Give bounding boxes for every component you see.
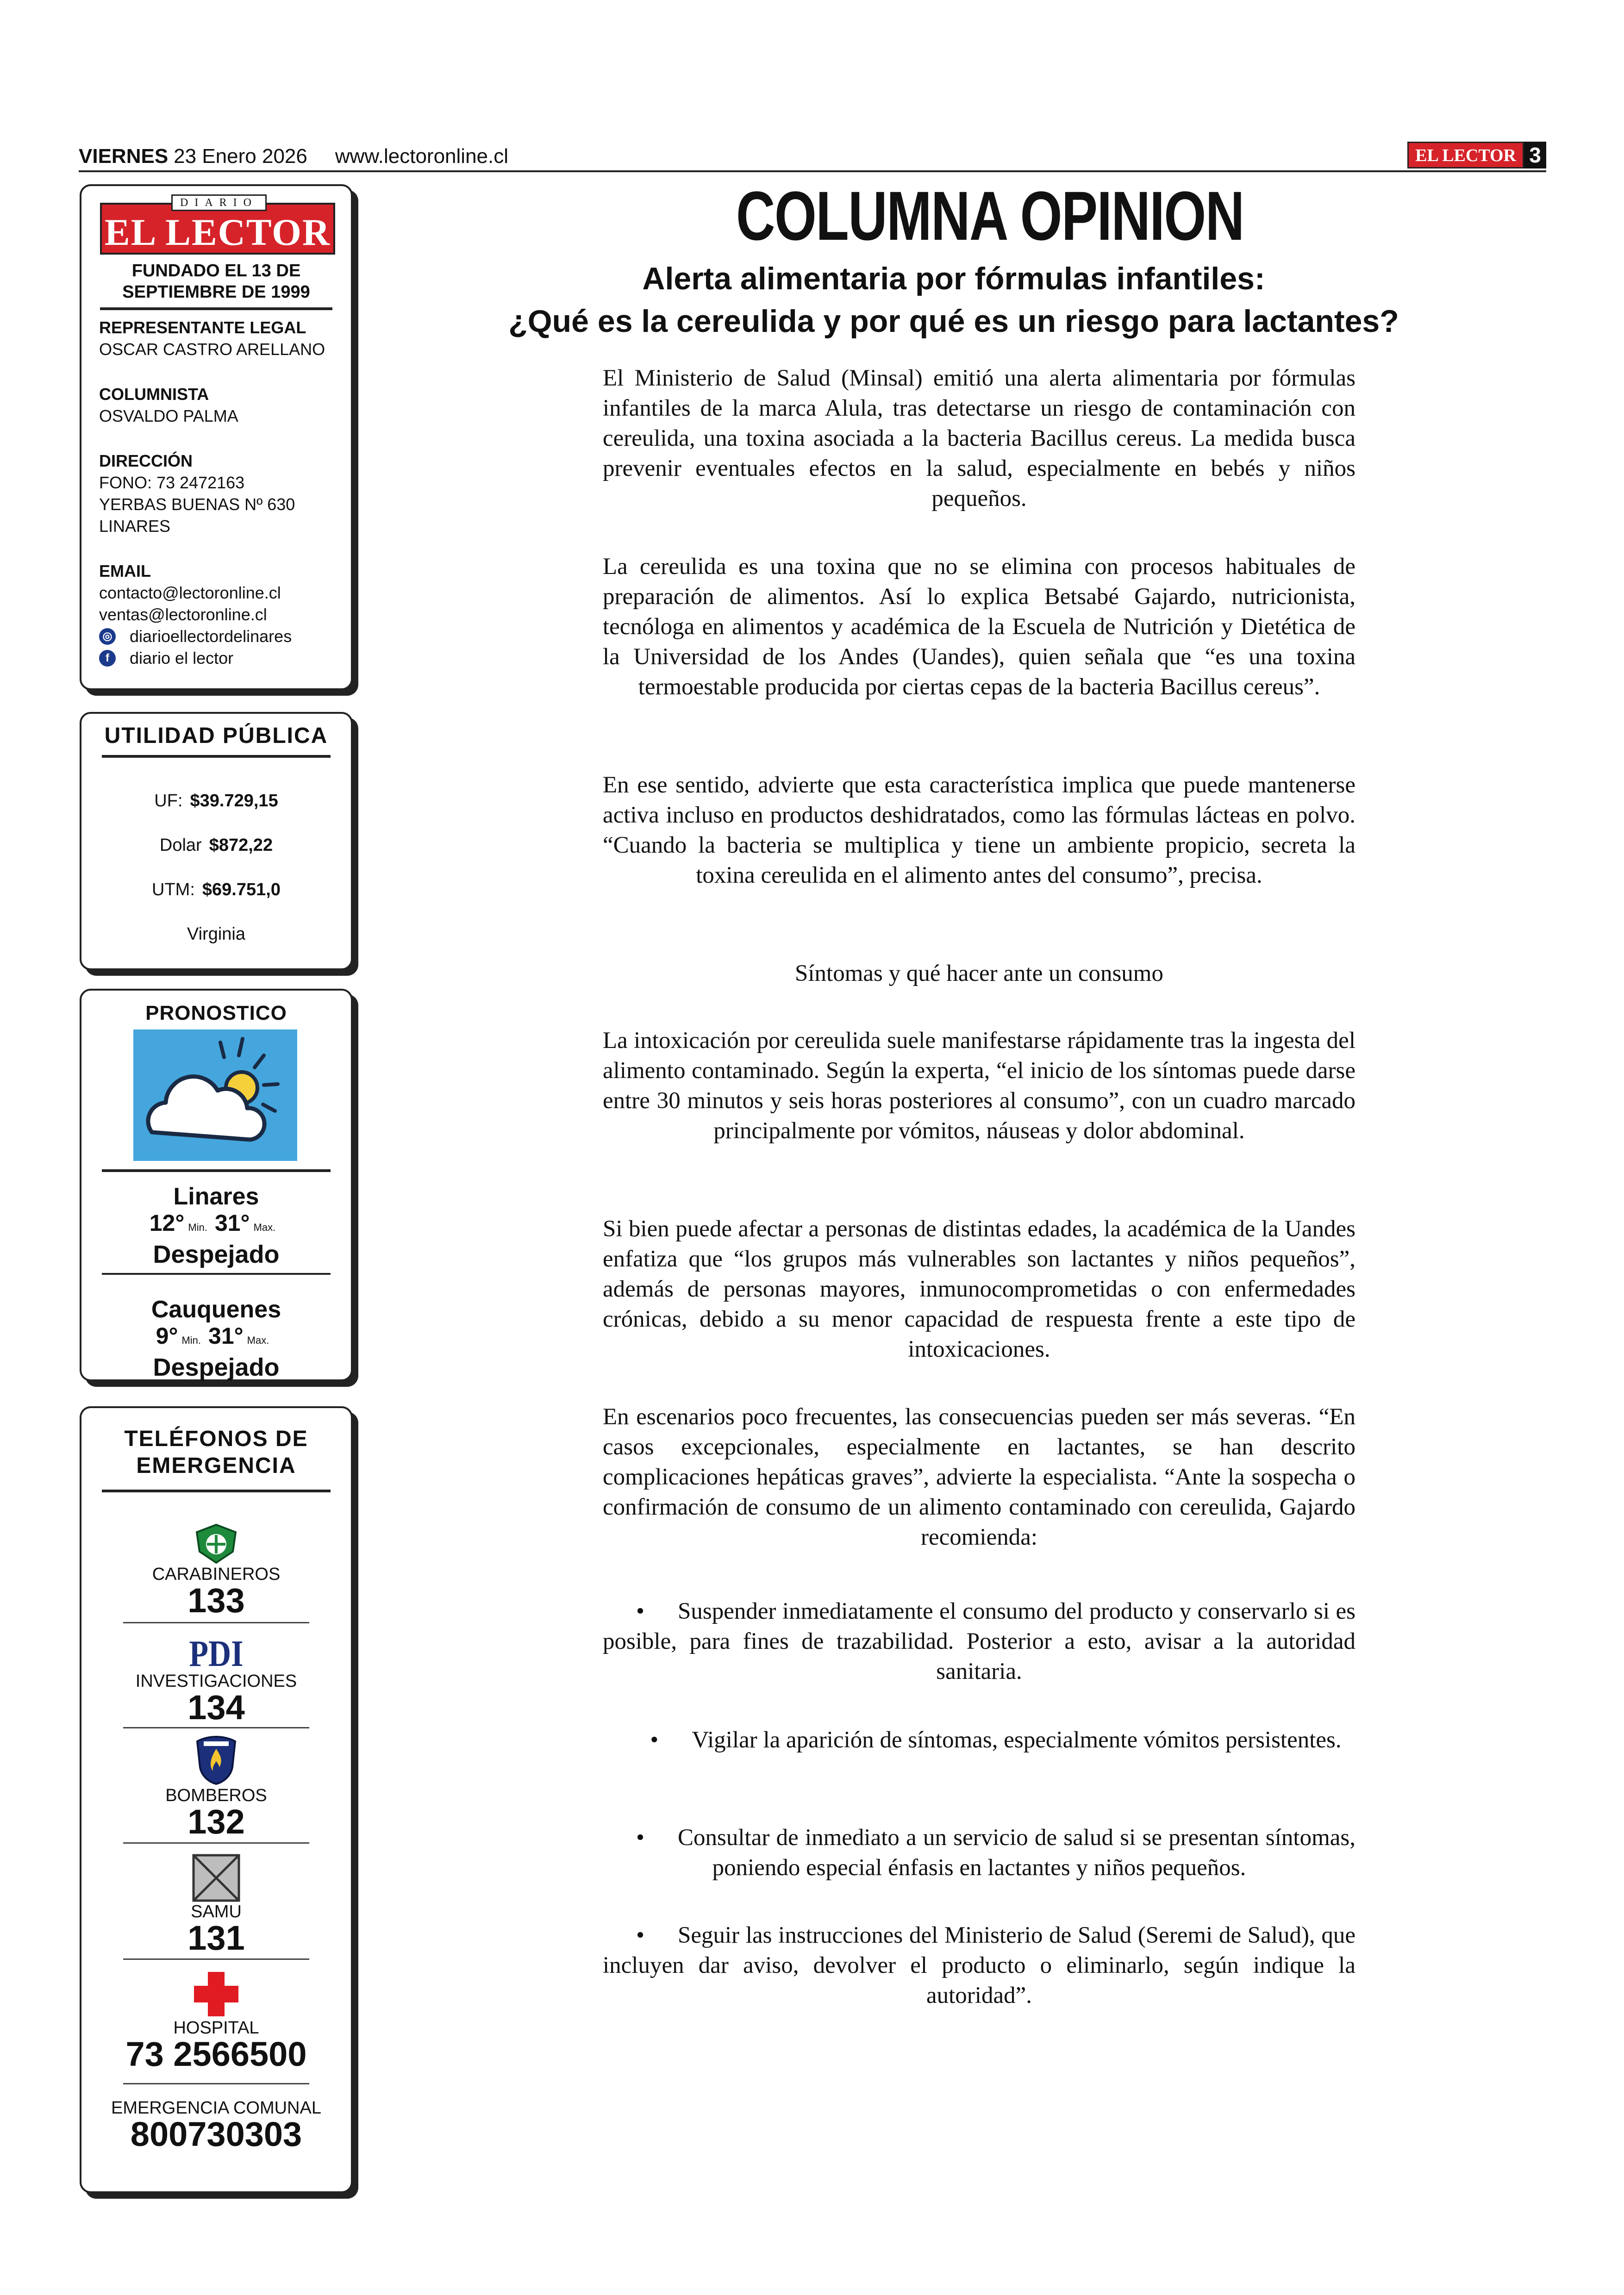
forecast-city <box>81 1183 351 1268</box>
page-number: 3 <box>1524 142 1546 168</box>
temp-max: 31° <box>214 1210 250 1236</box>
utm-label: UTM: <box>152 880 195 899</box>
bullet-mark: • <box>636 1598 644 1624</box>
city-name: Linares <box>173 1183 259 1210</box>
page-header <box>79 144 1546 172</box>
paragraph-2: La cereulida es una toxina que no se elimina con procesos habituales de preparación de alimentos. Así lo explica Betsabé Gajardo, nutricionista, tecnóloga en alimentos y académica de la Escuela de Nutrición y Dietética de la Universidad de los Andes (Uandes), quien señala que “es una toxina termoestable producida por ciertas cepas de la bacteria Bacillus cereus”. <box>603 554 1355 700</box>
header-url[interactable]: www.lectoronline.cl <box>335 145 509 168</box>
bullet-text: Seguir las instrucciones del Ministerio de Salud (Seremi de Salud), que incluyen dar aviso, devolver el producto o eliminarlo, según indique la autoridad”. <box>603 1922 1355 2008</box>
service-number[interactable]: 73 2566500 <box>125 2035 307 2073</box>
carabineros-badge-icon <box>193 1523 239 1565</box>
legal-rep-label: REPRESENTANTE LEGAL <box>99 318 306 337</box>
headline-line-1: Alerta alimentaria por fórmulas infantiles: <box>642 261 1265 296</box>
email-contact[interactable]: contacto@lectoronline.cl <box>99 583 281 602</box>
service-samu[interactable] <box>81 1854 351 1955</box>
temp-max-label: Max. <box>253 1222 276 1233</box>
uf-row <box>81 790 351 811</box>
bullet-item <box>603 1823 1355 1883</box>
bullet-text: Suspender inmediatamente el consumo del producto y conservarlo si es posible, para fines de trazabilidad. Posterior a esto, avisar a la autoridad sanitaria. <box>603 1598 1355 1684</box>
service-number[interactable]: 131 <box>187 1919 245 1957</box>
bomberos-badge-icon <box>195 1735 237 1786</box>
temp-min: 9° <box>156 1323 178 1349</box>
utility-box <box>80 712 353 970</box>
service-number[interactable]: 134 <box>187 1688 245 1727</box>
header-day: VIERNES <box>79 145 169 168</box>
founded-text: FUNDADO EL 13 DE SEPTIEMBRE DE 1999 <box>122 261 310 302</box>
service-name: BOMBEROS <box>165 1786 267 1805</box>
email-sales[interactable]: ventas@lectoronline.cl <box>99 605 267 624</box>
header-brand-logo: EL LECTOR <box>1407 142 1524 168</box>
masthead-logo <box>100 197 335 255</box>
service-emergencia-comunal[interactable] <box>81 2098 351 2151</box>
subheading: Síntomas y qué hacer ante un consumo <box>795 960 1163 986</box>
instagram-icon: ◎ <box>99 628 116 645</box>
emergency-box <box>80 1406 353 2193</box>
dolar-value: $872,22 <box>209 836 273 855</box>
service-name: EMERGENCIA COMUNAL <box>111 2098 321 2118</box>
partly-cloudy-icon <box>133 1029 297 1161</box>
service-number[interactable]: 133 <box>187 1581 245 1620</box>
date-line <box>79 144 508 168</box>
city: LINARES <box>99 517 171 536</box>
city-name: Cauquenes <box>151 1296 281 1323</box>
utility-title: UTILIDAD PÚBLICA <box>104 723 328 748</box>
instagram-row[interactable] <box>99 625 342 647</box>
forecast-title: PRONOSTICO <box>145 1002 287 1024</box>
service-number[interactable]: 800730303 <box>130 2115 302 2153</box>
instagram-handle[interactable]: diarioellectordelinares <box>130 627 292 646</box>
facebook-row[interactable] <box>99 647 342 669</box>
headline-line-2: ¿Qué es la cereulida y por qué es un riesgo para lactantes? <box>508 304 1399 339</box>
header-date: 23 Enero 2026 <box>174 145 307 168</box>
columnist-label: COLUMNISTA <box>99 385 209 404</box>
service-hospital[interactable] <box>81 1970 351 2071</box>
red-cross-icon <box>192 1970 240 2018</box>
service-name: INVESTIGACIONES <box>135 1671 297 1691</box>
temp-max: 31° <box>208 1323 244 1349</box>
virginia-row: Virginia <box>187 924 246 944</box>
temp-max-label: Max. <box>247 1335 269 1346</box>
city-state: Despejado <box>153 1241 280 1268</box>
section-title: COLUMNA OPINION <box>736 177 1244 255</box>
service-name: SAMU <box>191 1902 242 1921</box>
service-name: HOSPITAL <box>173 2018 259 2038</box>
uf-value: $39.729,15 <box>190 791 278 811</box>
bullet-mark: • <box>636 1825 644 1851</box>
utm-value: $69.751,0 <box>202 880 281 899</box>
address-label: DIRECCIÓN <box>99 451 193 470</box>
masthead-box <box>80 184 353 690</box>
dolar-label: Dolar <box>159 836 202 855</box>
forecast-city <box>81 1296 351 1381</box>
service-name: CARABINEROS <box>152 1565 281 1584</box>
paragraph-1: El Ministerio de Salud (Minsal) emitió una alerta alimentaria por fórmulas infantiles de la marca Alula, tras detectarse un riesgo de contaminación con cereulida, una toxina asociada a la bacteria Bacillus cereus. La medida busca prevenir eventuales efectos en la salud, especialmente en bebés y niños pequeños. <box>603 365 1355 511</box>
uf-label: UF: <box>154 791 183 811</box>
paragraph-6: En escenarios poco frecuentes, las consecuencias pueden ser más severas. “En casos excepcionales, especialmente en lactantes, se han descrito complicaciones hepáticas graves”, advierte la especialista. “Ante la sospecha o confirmación de consumo de un alimento contaminado con cereulida, Gajardo recomienda: <box>603 1404 1355 1550</box>
paragraph-4: La intoxicación por cereulida suele manifestarse rápidamente tras la ingesta del alimento contaminado. Según la experta, “el inicio de los síntomas puede darse entre 30 minutos y seis horas posteriores al consumo”, con un cuadro marcado principalmente por vómitos, náuseas y dolor abdominal. <box>603 1028 1355 1144</box>
service-bomberos[interactable] <box>81 1735 351 1839</box>
facebook-handle[interactable]: diario el lector <box>130 649 234 667</box>
service-pdi[interactable] <box>81 1634 351 1727</box>
temp-min-label: Min. <box>188 1222 207 1233</box>
legal-rep: OSCAR CASTRO ARELLANO <box>99 340 325 359</box>
dolar-row <box>81 835 351 856</box>
samu-placeholder-icon <box>192 1854 240 1902</box>
masthead-diario: DIARIO <box>171 194 267 211</box>
bullet-text: Consultar de inmediato a un servicio de salud si se presentan síntomas, poniendo especial énfasis en lactantes y niños pequeños. <box>678 1825 1355 1881</box>
divider <box>100 307 332 310</box>
email-label: EMAIL <box>99 561 151 580</box>
header-brand <box>1407 142 1546 168</box>
bullet-item <box>603 1921 1355 2011</box>
phone: FONO: 73 2472163 <box>99 473 245 492</box>
city-temps <box>81 1323 351 1353</box>
street: YERBAS BUENAS Nº 630 <box>99 495 295 514</box>
bullet-mark: • <box>636 1922 644 1948</box>
masthead-name: EL LECTOR <box>104 211 331 253</box>
temp-min: 12° <box>149 1210 185 1236</box>
bullet-item <box>603 1725 1355 1755</box>
paragraph-5: Si bien puede afectar a personas de distintas edades, la académica de la Uandes enfatiza que “los grupos más vulnerables son lactantes y niños pequeños”, además de personas mayores, inmunocomprometidas o con enfermedades crónicas, debido a su menor capacidad de respuesta frente a este tipo de intoxicaciones. <box>603 1216 1355 1362</box>
service-carabineros[interactable] <box>81 1523 351 1620</box>
utm-row <box>81 879 351 900</box>
bullet-item <box>603 1597 1355 1687</box>
masthead-info <box>99 317 342 669</box>
forecast-box <box>80 989 353 1381</box>
temp-min-label: Min. <box>181 1335 201 1346</box>
paragraph-3: En ese sentido, advierte que esta característica implica que puede mantenerse activa incluso en productos deshidratados, como las fórmulas lácteas en polvo. “Cuando la bacteria se multiplica y tiene un ambiente propicio, secreta la toxina cereulida en el alimento antes del consumo”, precisa. <box>603 772 1355 888</box>
emergency-title: TELÉFONOS DE EMERGENCIA <box>124 1427 308 1478</box>
service-number[interactable]: 132 <box>187 1802 245 1841</box>
bullet-text: Vigilar la aparición de síntomas, especialmente vómitos persistentes. <box>692 1727 1342 1753</box>
pdi-logo-icon: PDI <box>189 1634 244 1674</box>
city-state: Despejado <box>153 1353 280 1381</box>
facebook-icon: f <box>99 650 116 667</box>
city-temps <box>81 1210 351 1241</box>
columnist: OSVALDO PALMA <box>99 406 238 425</box>
bullet-mark: • <box>650 1727 659 1753</box>
